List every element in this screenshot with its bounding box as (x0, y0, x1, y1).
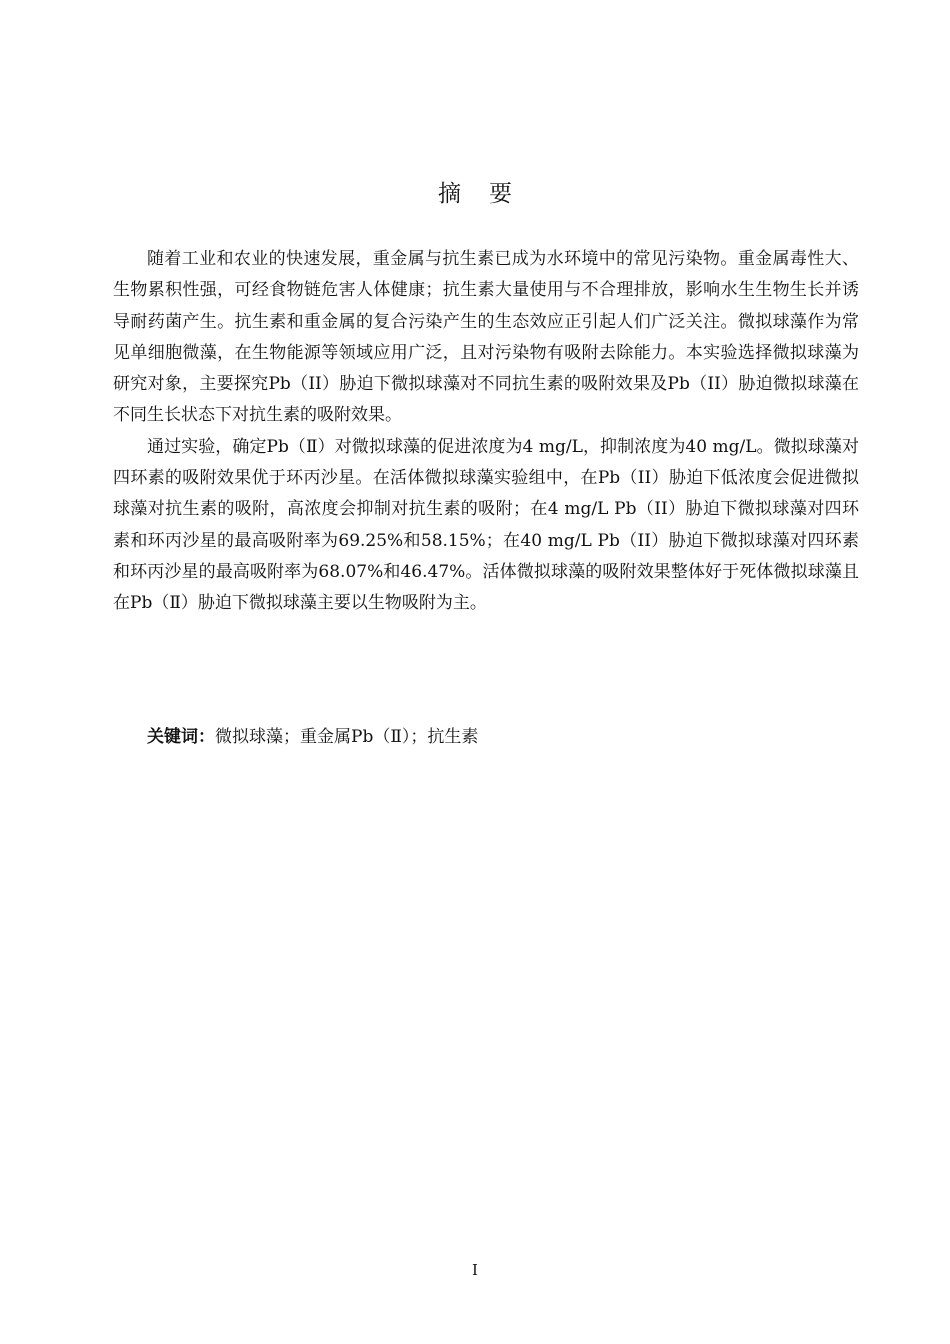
abstract-paragraph-1: 随着工业和农业的快速发展，重金属与抗生素已成为水环境中的常见污染物。重金属毒性大、生物累积性强，可经食物链危害人体健康；抗生素大量使用与不合理排放，影响水生生物生长并诱导耐药菌产生。抗生素和重金属的复合污染产生的生态效应正引起人们广泛关注。微拟球藻作为常见单细胞微藻，在生物能源等领域应用广泛，且对污染物有吸附去除能力。本实验选择微拟球藻为研究对象，主要探究Pb（II）胁迫下微拟球藻对不同抗生素的吸附效果及Pb（II）胁迫微拟球藻在不同生长状态下对抗生素的吸附效果。 (113, 249, 859, 426)
abstract-body (113, 244, 859, 620)
page-number: I (472, 1261, 478, 1279)
abstract-paragraph-2: 通过实验，确定Pb（Ⅱ）对微拟球藻的促进浓度为4 mg/L，抑制浓度为40 mg/L。微拟球藻对四环素的吸附效果优于环丙沙星。在活体微拟球藻实验组中，在Pb（II）胁迫下低浓度会促进微拟球藻对抗生素的吸附，高浓度会抑制对抗生素的吸附；在4 mg/L Pb（II）胁迫下微拟球藻对四环素和环丙沙星的最高吸附率为69.25%和58.15%；在40 mg/L Pb（II）胁迫下微拟球藻对四环素和环丙沙星的最高吸附率为68.07%和46.47%。活体微拟球藻的吸附效果整体好于死体微拟球藻且在Pb（Ⅱ）胁迫下微拟球藻主要以生物吸附为主。 (113, 436, 859, 614)
keywords-label: 关键词： (147, 727, 215, 747)
keywords-line (113, 722, 859, 753)
keywords-value: 微拟球藻；重金属Pb（Ⅱ）；抗生素 (215, 727, 479, 747)
page-title: 摘要 (438, 181, 540, 207)
